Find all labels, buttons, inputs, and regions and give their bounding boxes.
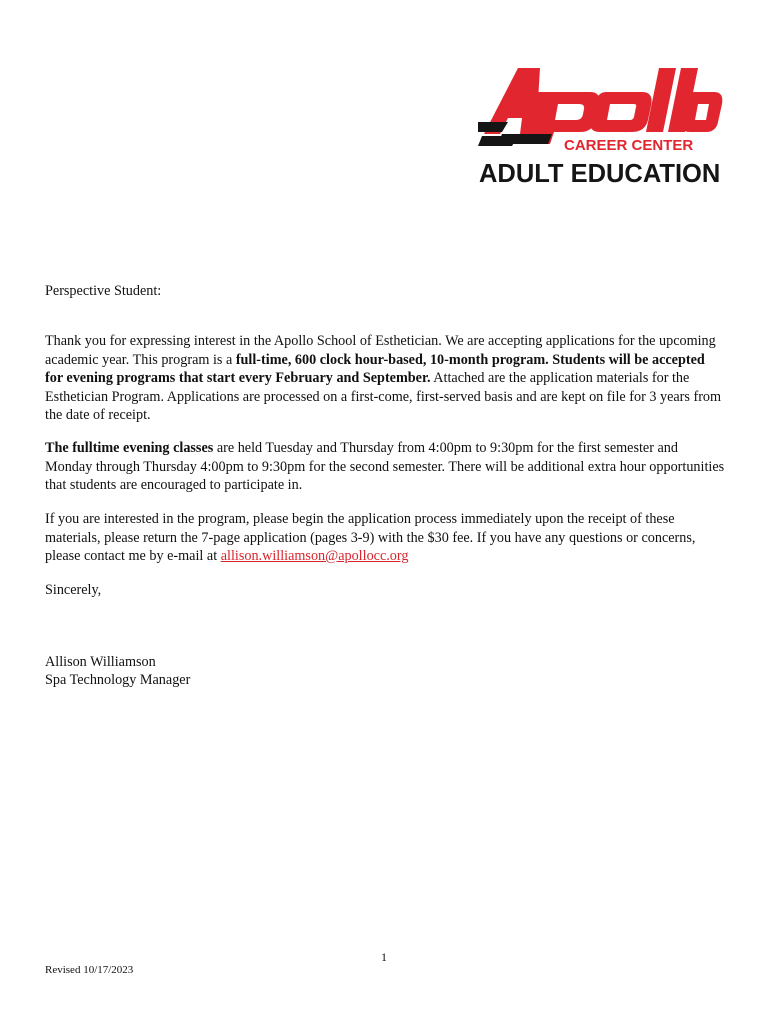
- paragraph-intro: [45, 332, 725, 425]
- signature-title: Spa Technology Manager: [45, 672, 191, 688]
- page-number: 1: [381, 950, 387, 964]
- schedule-text-b: are held Tuesday and Thursday from 4:00pm to 9:30pm for the first semester and Monday through Thursday 4:00pm to 9:30pm for the second semester. There will be additional extra hour opportunities that students are encouraged to participate in.: [45, 440, 725, 493]
- email-link[interactable]: allison.williamson@apollocc.org: [220, 548, 409, 564]
- paragraph-schedule: [45, 439, 725, 495]
- revised-date: Revised 10/17/2023: [45, 964, 134, 976]
- svg-text:ADULT EDUCATION: ADULT EDUCATION: [479, 160, 721, 188]
- intro-text-a: Thank you for expressing interest in the Apollo School of Esthetician. We are accepting applications for the upcoming academic year. This program is a: [45, 333, 716, 368]
- apollo-wordmark-logo: [478, 62, 724, 188]
- intro-text-bold: full-time, 600 clock hour-based, 10-month program. Students will be accepted for evening programs that start every February and September.: [45, 351, 705, 386]
- salutation: Perspective Student:: [45, 283, 162, 299]
- signature-name: Allison Williamson: [45, 654, 156, 670]
- paragraph-contact: [45, 510, 725, 566]
- intro-text-c: Attached are the application materials for the Esthetician Program. Applications are processed on a first-come, first-served basis and are kept on file for 3 years from the date of receipt.: [45, 370, 722, 423]
- schedule-text-bold: The fulltime evening classes: [45, 440, 214, 456]
- closing: Sincerely,: [45, 582, 102, 598]
- contact-text: If you are interested in the program, please begin the application process immediately upon the receipt of these materials, please return the 7-page application (pages 3-9) with the $30 fee. If you have any questions or concerns, please contact me by e-mail at: [45, 511, 696, 564]
- svg-text:CAREER CENTER: CAREER CENTER: [564, 137, 694, 154]
